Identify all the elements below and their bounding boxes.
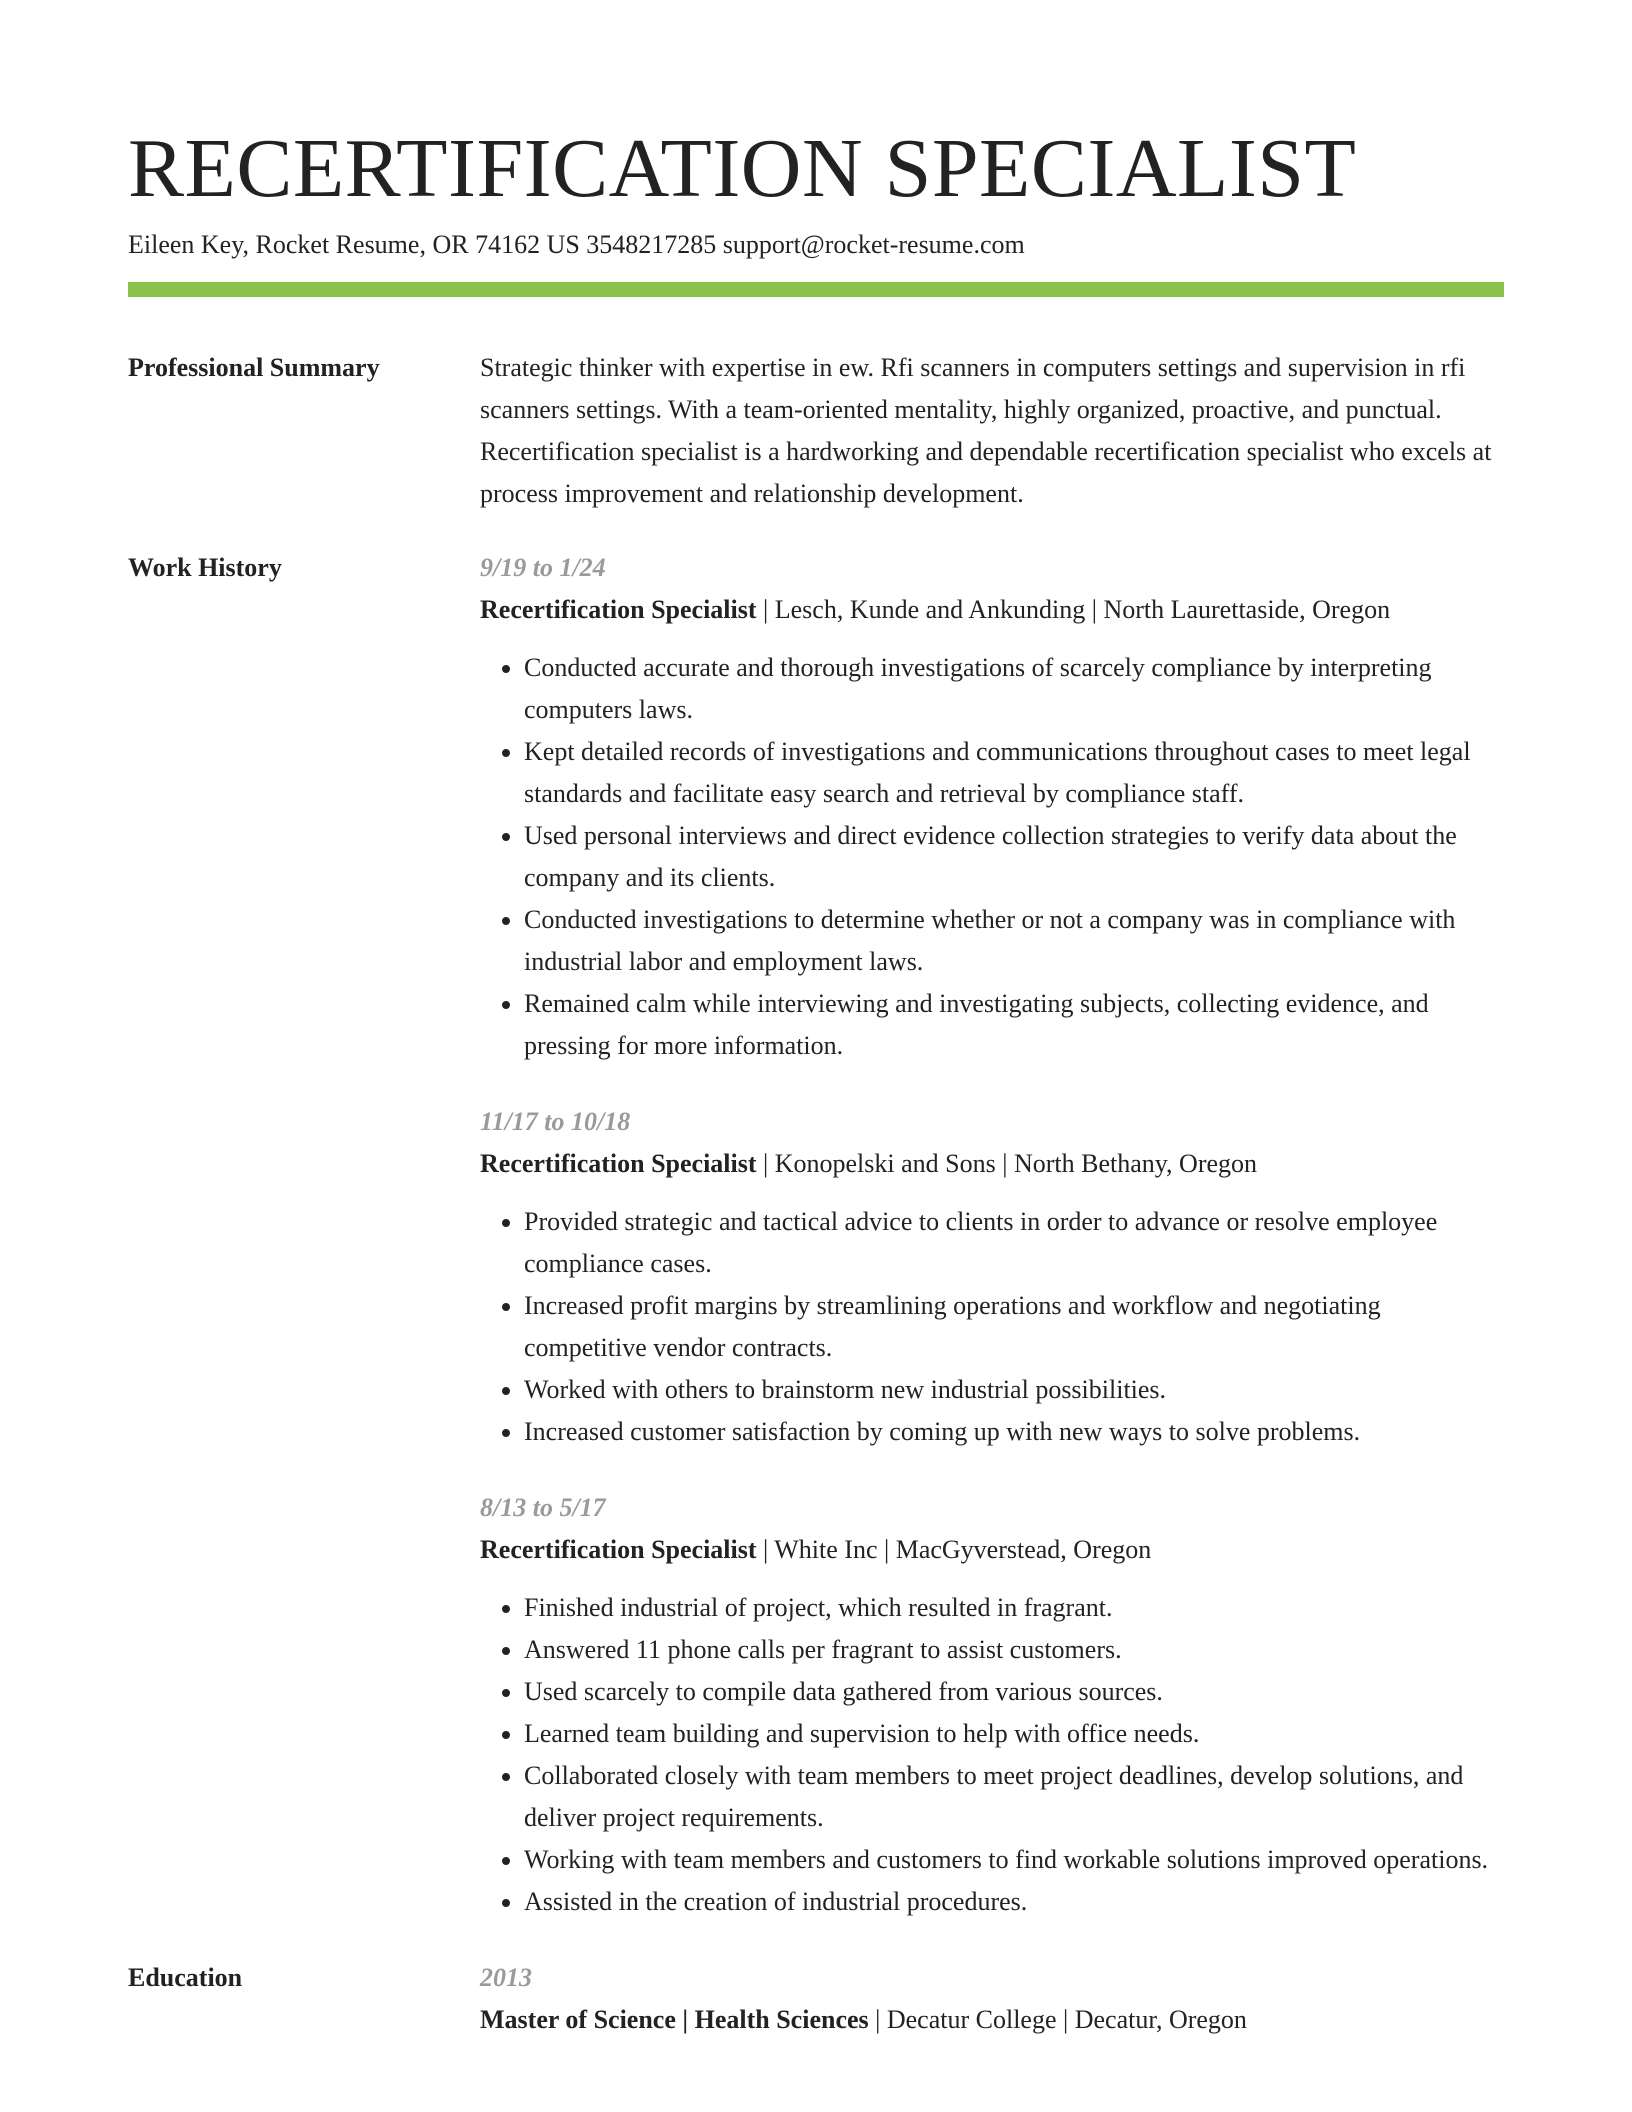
job-bullet: • Learned team building and supervision to help with office needs. xyxy=(524,1713,1504,1755)
job-bullet-list xyxy=(480,647,1504,1067)
education-school-location: | Decatur College | Decatur, Oregon xyxy=(868,2005,1247,2034)
job-bullet: • Kept detailed records of investigations and communications throughout cases to meet legal standards and facilitate easy search and retrieval by compliance staff. xyxy=(524,731,1504,815)
summary-text: Strategic thinker with expertise in ew. Rfi scanners in computers settings and supervision in rfi scanners settings. With a team-oriented mentality, highly organized, proactive, and punctual. Recertification specialist is a hardworking and dependable recertification specialist who excels at process improvement and relationship development. xyxy=(480,353,1492,508)
education-body xyxy=(480,1957,1504,2041)
job-bullet: • Used personal interviews and direct evidence collection strategies to verify data about the company and its clients. xyxy=(524,815,1504,899)
job-bullet-list xyxy=(480,1201,1504,1453)
job-bullet: • Working with team members and customers to find workable solutions improved operations. xyxy=(524,1839,1504,1881)
contact-line: Eileen Key, Rocket Resume, OR 74162 US 3548217285 support@rocket-resume.com xyxy=(128,230,1025,259)
job-bullet: • Increased customer satisfaction by coming up with new ways to solve problems. xyxy=(524,1411,1504,1453)
work-history-section xyxy=(128,547,1504,1923)
job-dates: 9/19 to 1/24 xyxy=(480,553,606,582)
job-bullet: • Increased profit margins by streamlining operations and workflow and negotiating competitive vendor contracts. xyxy=(524,1285,1504,1369)
job-heading xyxy=(480,589,1504,631)
resume-page xyxy=(128,0,1504,2041)
job-dates: 8/13 to 5/17 xyxy=(480,1493,606,1522)
job-entry xyxy=(480,1487,1504,1923)
education-year: 2013 xyxy=(480,1963,532,1992)
job-heading xyxy=(480,1143,1504,1185)
job-bullet: • Conducted investigations to determine whether or not a company was in compliance with industrial labor and employment laws. xyxy=(524,899,1504,983)
professional-summary-section xyxy=(128,347,1504,515)
job-bullet: • Conducted accurate and thorough investigations of scarcely compliance by interpreting computers laws. xyxy=(524,647,1504,731)
job-bullet-list xyxy=(480,1587,1504,1923)
job-bullet: • Used scarcely to compile data gathered from various sources. xyxy=(524,1671,1504,1713)
summary-body xyxy=(480,347,1504,515)
education-heading xyxy=(480,1999,1504,2041)
job-bullet: • Assisted in the creation of industrial procedures. xyxy=(524,1881,1504,1923)
job-dates: 11/17 to 10/18 xyxy=(480,1107,631,1136)
job-employer-location: | Lesch, Kunde and Ankunding | North Laurettaside, Oregon xyxy=(756,595,1391,624)
education-section xyxy=(128,1957,1504,2041)
job-bullet: • Finished industrial of project, which resulted in fragrant. xyxy=(524,1587,1504,1629)
section-label-education: Education xyxy=(128,1963,243,1992)
job-employer-location: | White Inc | MacGyverstead, Oregon xyxy=(756,1535,1152,1564)
section-label-work-history: Work History xyxy=(128,553,282,582)
job-bullet: • Answered 11 phone calls per fragrant to assist customers. xyxy=(524,1629,1504,1671)
job-entry xyxy=(480,547,1504,1067)
job-bullet: • Worked with others to brainstorm new industrial possibilities. xyxy=(524,1369,1504,1411)
job-bullet: • Collaborated closely with team members to meet project deadlines, develop solutions, and deliver project requirements. xyxy=(524,1755,1504,1839)
job-entry xyxy=(480,1101,1504,1453)
resume-title: RECERTIFICATION SPECIALIST xyxy=(128,122,1357,215)
job-role: Recertification Specialist xyxy=(480,1535,757,1564)
job-bullet: • Remained calm while interviewing and investigating subjects, collecting evidence, and pressing for more information. xyxy=(524,983,1504,1067)
job-heading xyxy=(480,1529,1504,1571)
job-employer-location: | Konopelski and Sons | North Bethany, Oregon xyxy=(756,1149,1258,1178)
job-role: Recertification Specialist xyxy=(480,595,757,624)
work-history-body xyxy=(480,547,1504,1923)
accent-divider xyxy=(128,282,1504,297)
job-bullet: • Provided strategic and tactical advice to clients in order to advance or resolve employee compliance cases. xyxy=(524,1201,1504,1285)
section-label-professional-summary: Professional Summary xyxy=(128,353,380,382)
job-role: Recertification Specialist xyxy=(480,1149,757,1178)
education-degree: Master of Science | Health Sciences xyxy=(480,2005,869,2034)
